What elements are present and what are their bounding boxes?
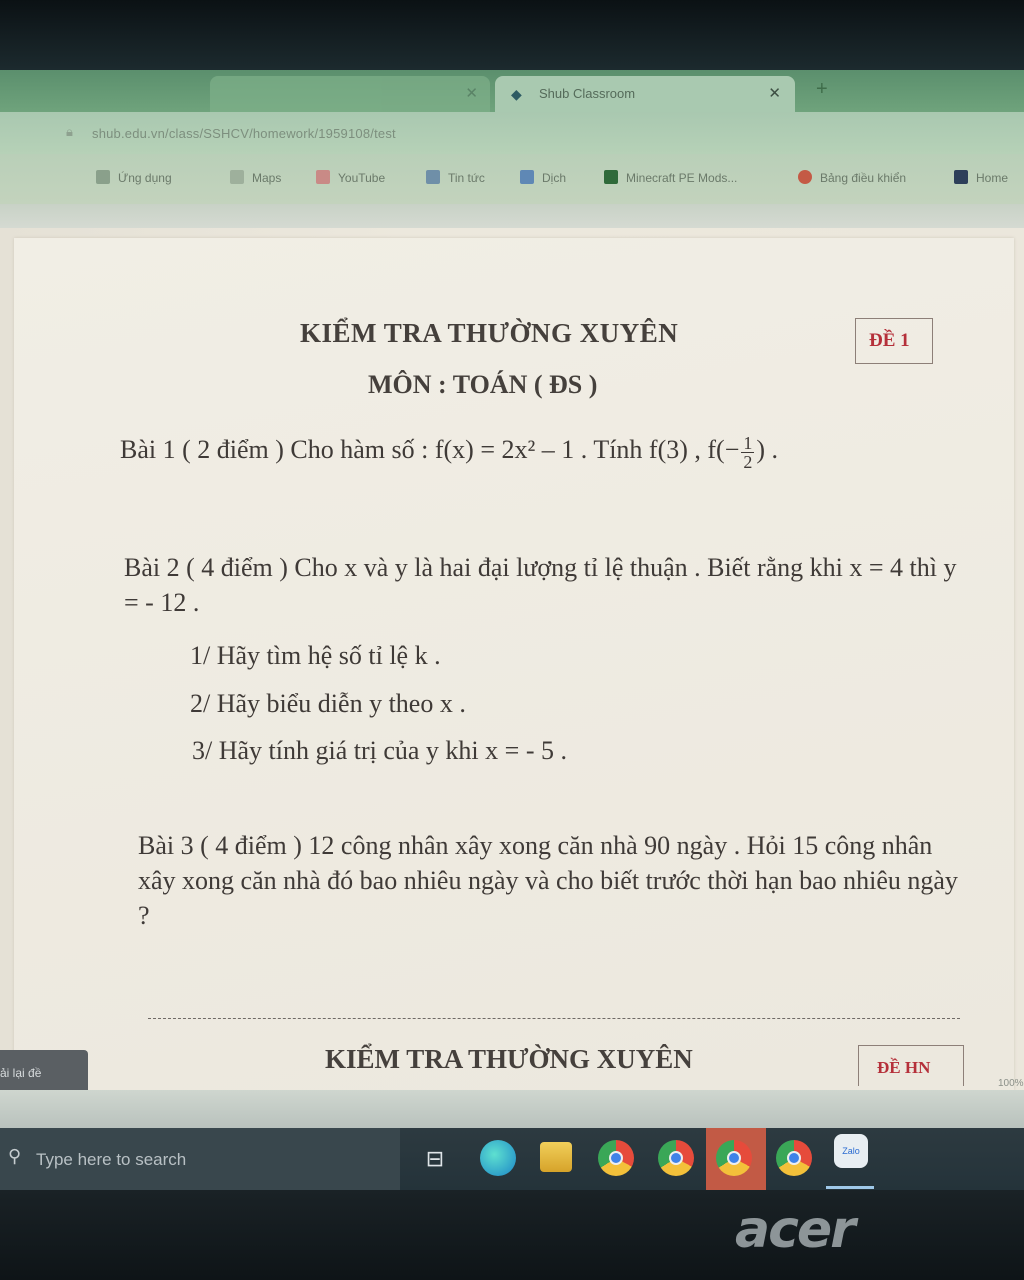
new-tab-icon[interactable]: + (816, 78, 828, 100)
zoom-level: 100% (998, 1078, 1024, 1089)
exercise-1-tail: ) . (756, 435, 779, 464)
tab-title: Shub Classroom (539, 86, 636, 101)
exercise-2-item-2: 2/ Hãy biểu diễn y theo x . (190, 689, 466, 718)
exam-code-box-2 (858, 1045, 964, 1086)
file-explorer-icon[interactable] (540, 1142, 572, 1172)
toolbar-divider (0, 204, 1024, 228)
bookmark-apps[interactable]: Ứng dụng (96, 170, 172, 185)
exam-title-2: KIỂM TRA THƯỜNG XUYÊN (325, 1044, 693, 1074)
exercise-1-text: Bài 1 ( 2 điểm ) Cho hàm số : f(x) = 2x² – 1 . Tính f(3) , f(− (120, 435, 740, 464)
bookmark-youtube[interactable]: YouTube (316, 170, 385, 185)
youtube-icon (316, 170, 330, 184)
chrome-icon[interactable] (598, 1140, 634, 1176)
close-icon[interactable]: ✕ (465, 85, 478, 102)
search-input[interactable]: Type here to search (36, 1150, 187, 1169)
active-app-indicator (826, 1186, 874, 1189)
fraction: $\frac{1}{2}$ (743, 432, 753, 472)
translate-icon (520, 170, 534, 184)
lock-icon: 🔒︎ (66, 124, 73, 139)
windows-taskbar (0, 1128, 1024, 1190)
exercise-2: Bài 2 ( 4 điểm ) Cho x và y là hai đại lượng tỉ lệ thuận . Biết rằng khi x = 4 thì y = - 12 . (124, 553, 957, 617)
browser-tab-active[interactable] (495, 76, 795, 112)
exam-title: KIỂM TRA THƯỜNG XUYÊN (300, 318, 679, 348)
status-bar (0, 1090, 1024, 1128)
exercise-3: Bài 3 ( 4 điểm ) 12 công nhân xây xong căn nhà 90 ngày . Hỏi 15 công nhân xây xong căn nhà đó bao nhiêu ngày và cho biết trước thời hạn bao nhiêu ngày ? (138, 831, 958, 930)
apps-icon (96, 170, 110, 184)
chrome-icon[interactable] (658, 1140, 694, 1176)
address-bar (0, 112, 1024, 154)
chrome-icon[interactable] (716, 1140, 752, 1176)
maps-icon (230, 170, 244, 184)
monitor-brand-logo: acer (735, 1200, 854, 1260)
dashboard-icon (798, 170, 812, 184)
monitor-bezel-top (0, 0, 1024, 70)
exercise-1 (120, 432, 778, 471)
close-icon[interactable]: ✕ (768, 85, 781, 102)
document-sheet (14, 238, 1014, 1090)
minecraft-icon (604, 170, 618, 184)
monitor-bezel-bottom (0, 1190, 1024, 1280)
section-divider (148, 1018, 960, 1019)
zalo-icon[interactable]: Zalo (834, 1134, 868, 1168)
bookmark-news[interactable]: Tin tức (426, 170, 485, 185)
bookmark-translate[interactable]: Dịch (520, 170, 566, 185)
exercise-2-item-3: 3/ Hãy tính giá trị của y khi x = - 5 . (192, 736, 567, 765)
exercise-2-item-1: 1/ Hãy tìm hệ số tỉ lệ k . (190, 641, 441, 670)
browser-tab-strip (0, 70, 1024, 112)
news-icon (426, 170, 440, 184)
shub-icon: ◆ (511, 86, 522, 102)
bookmarks-bar (0, 154, 1024, 204)
search-icon: ⚲ (8, 1146, 22, 1166)
chrome-icon[interactable] (776, 1140, 812, 1176)
task-view-icon[interactable]: ⊟ (425, 1146, 445, 1171)
bookmark-home[interactable]: Home (954, 170, 1008, 185)
url-field[interactable]: shub.edu.vn/class/SSHCV/homework/1959108/test (92, 126, 396, 141)
browser-tab-inactive[interactable] (210, 76, 490, 112)
edge-icon[interactable] (480, 1140, 516, 1176)
taskbar-search[interactable] (0, 1128, 400, 1190)
exam-code: ĐỀ 1 (869, 330, 910, 351)
exam-subject: MÔN : TOÁN ( ĐS ) (368, 370, 598, 399)
exam-code-2: ĐỀ HN (877, 1058, 931, 1077)
bookmark-minecraft[interactable]: Minecraft PE Mods... (604, 170, 737, 185)
exam-code-box (855, 318, 933, 364)
bookmark-dashboard[interactable]: Bảng điều khiển (798, 170, 906, 185)
reload-exam-button[interactable]: ải lại đề (0, 1050, 88, 1100)
home-icon (954, 170, 968, 184)
bookmark-maps[interactable]: Maps (230, 170, 281, 185)
